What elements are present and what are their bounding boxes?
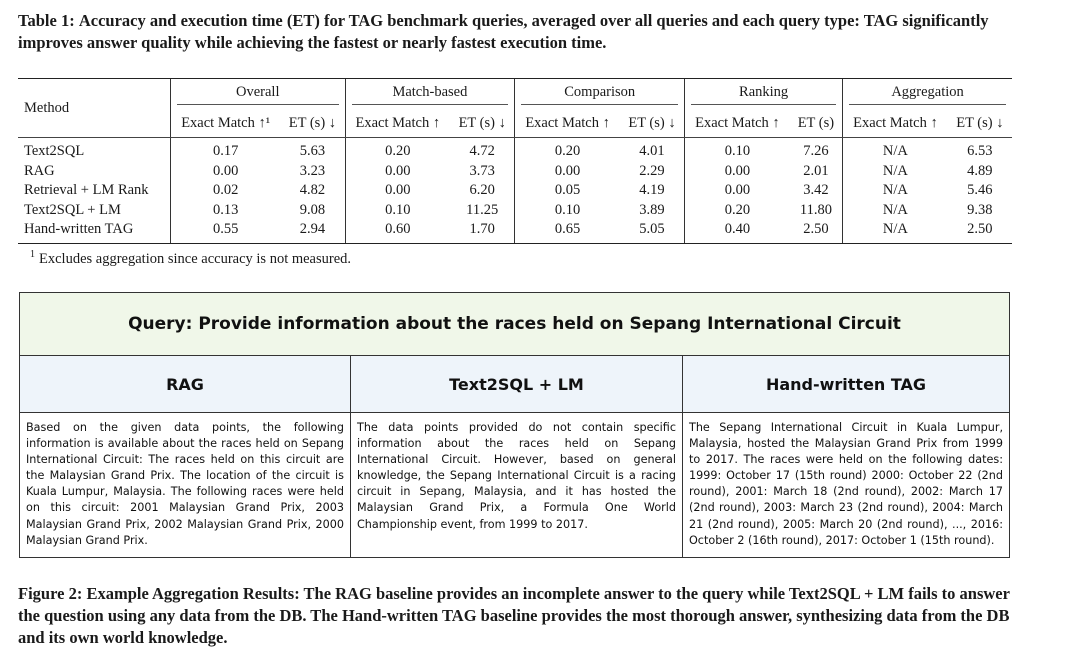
value-cell: 4.72 [469, 143, 495, 160]
column-header: ET (s) ↓ [450, 109, 515, 138]
value-cell: 2.94 [280, 220, 345, 243]
value-cell: 0.40 [685, 220, 790, 243]
value-cell: 5.63 [299, 143, 326, 160]
method-header: Method [18, 79, 171, 138]
column-header: Exact Match ↑ [685, 109, 790, 138]
value-cell: 0.65 [515, 220, 620, 243]
table-caption-label: Table 1: [18, 11, 75, 30]
figure-caption-label: Figure 2: [18, 584, 83, 603]
value-cell: 2.29 [639, 162, 665, 179]
value-cell: 3.42 [803, 182, 829, 199]
value-cell: 3.89 [639, 201, 665, 218]
footnote-text: Excludes aggregation since accuracy is not measured. [39, 251, 352, 267]
figure-caption [18, 583, 1018, 649]
column-header: Exact Match ↑¹ [171, 109, 281, 138]
table-row [18, 138, 1012, 162]
value-cell: 2.01 [803, 162, 829, 179]
value-cell: 9.08 [299, 201, 326, 218]
value-cell: 0.10 [515, 201, 620, 221]
figure-caption-text: Example Aggregation Results: The RAG baseline provides an incomplete answer to the query while Text2SQL + LM fails to answer the question using any data from the DB. The Hand-written TAG baseline provides the most thorough answer, synthesizing data from the DB and its own world knowledge. [18, 584, 1010, 647]
group-header: Match-based [345, 79, 515, 110]
value-cell: N/A [843, 220, 948, 243]
results-table [18, 78, 1012, 244]
value-cell: 0.00 [345, 162, 450, 182]
table-row [18, 201, 1012, 221]
group-header: Ranking [685, 79, 843, 110]
group-header: Overall [171, 79, 346, 110]
value-cell: N/A [843, 181, 948, 201]
footnote-mark: 1 [30, 249, 35, 260]
value-cell: 0.55 [171, 220, 281, 243]
value-cell: 0.10 [685, 138, 790, 162]
value-cell: 0.05 [515, 181, 620, 201]
value-cell: 11.80 [799, 201, 832, 218]
method-cell: Text2SQL + LM [24, 201, 121, 218]
method-cell: RAG [24, 162, 55, 179]
value-cell: 2.50 [790, 220, 843, 243]
table-footnote [30, 249, 351, 268]
table-row [18, 162, 1012, 182]
value-cell: 4.19 [639, 182, 665, 199]
value-cell: 9.38 [967, 201, 993, 218]
value-cell: 0.10 [345, 201, 450, 221]
value-cell: 3.73 [469, 162, 495, 179]
table-caption [18, 10, 1018, 54]
value-cell: 0.60 [345, 220, 450, 243]
value-cell: 4.89 [967, 162, 993, 179]
query-banner: Query: Provide information about the races held on Sepang International Circuit [20, 293, 1009, 356]
column-header: ET (s) [790, 109, 843, 138]
column-header: Exact Match ↑ [843, 109, 948, 138]
method-cell: Retrieval + LM Rank [24, 182, 149, 199]
value-cell: 0.20 [345, 138, 450, 162]
table-row [18, 220, 1012, 243]
column-header: ET (s) ↓ [620, 109, 685, 138]
column-header: ET (s) ↓ [280, 109, 345, 138]
column-answer: The Sepang International Circuit in Kuala Lumpur, Malaysia, hosted the Malaysian Grand Prix from 1999 to 2017. The races were held on the following dates: 1999: October 17 (15th round) 2000: October 22 (2nd round), 2001: March 18 (2nd round), 2002: March 17 (2nd round), 2003: March 23 (2nd round), 2004: March 21 (2nd round), 2005: March 20 (2nd round), ..., 2016: October 2 (16th round), 2017: October 1 (15th round). [689, 421, 1003, 547]
value-cell: 6.20 [469, 182, 495, 199]
value-cell: 0.17 [171, 138, 281, 162]
value-cell: N/A [843, 138, 948, 162]
method-cell: Text2SQL [24, 143, 85, 160]
value-cell: 6.53 [967, 143, 993, 160]
value-cell: 0.00 [685, 162, 790, 182]
example-figure [19, 292, 1010, 558]
value-cell: 0.00 [685, 181, 790, 201]
hand-written-tag-column [683, 356, 1009, 557]
group-header: Comparison [515, 79, 685, 110]
value-cell: 0.00 [515, 162, 620, 182]
column-header: Exact Match ↑ [345, 109, 450, 138]
value-cell: 0.13 [171, 201, 281, 221]
column-header: Exact Match ↑ [515, 109, 620, 138]
column-title: Hand-written TAG [683, 356, 1009, 413]
value-cell: 1.70 [450, 220, 515, 243]
value-cell: 0.00 [171, 162, 281, 182]
value-cell: 0.02 [171, 181, 281, 201]
group-header: Aggregation [843, 79, 1012, 110]
value-cell: 11.25 [466, 201, 499, 218]
value-cell: 4.01 [639, 143, 665, 160]
column-title: Text2SQL + LM [351, 356, 682, 413]
value-cell: 0.20 [515, 138, 620, 162]
value-cell: 0.00 [345, 181, 450, 201]
value-cell: N/A [843, 162, 948, 182]
value-cell: 7.26 [803, 143, 829, 160]
value-cell: 5.05 [620, 220, 685, 243]
text2sql-lm-column [351, 356, 683, 557]
table-row [18, 181, 1012, 201]
method-cell: Hand-written TAG [18, 220, 171, 243]
rag-column [20, 356, 351, 557]
column-header: ET (s) ↓ [948, 109, 1012, 138]
column-title: RAG [20, 356, 350, 413]
value-cell: 0.20 [685, 201, 790, 221]
value-cell: 2.50 [948, 220, 1012, 243]
value-cell: N/A [843, 201, 948, 221]
column-answer: Based on the given data points, the following information is available about the races held on Sepang International Circuit: The races held on this circuit are the Malaysian Grand Prix. The location of the circuit is Kuala Lumpur, Malaysia. The following races were held on this circuit: 2001 Malaysian Grand Prix, 2003 Malaysian Grand Prix, 2002 Malaysian Grand Prix, 2000 Malaysian Grand Prix. [26, 421, 344, 547]
value-cell: 5.46 [967, 182, 993, 199]
value-cell: 4.82 [299, 182, 326, 199]
column-answer: The data points provided do not contain specific information about the races held on Sepang International Circuit. However, based on general knowledge, the Sepang International Circuit is a racing circuit in Sepang, Malaysia, and it has hosted the Malaysian Grand Prix, a Formula One World Championship event, from 1999 to 2017. [357, 421, 676, 531]
table-caption-text: Accuracy and execution time (ET) for TAG benchmark queries, averaged over all queries and each query type: TAG significantly improves answer quality while achieving the fastest or nearly fastest execution time. [18, 11, 989, 52]
value-cell: 3.23 [299, 162, 326, 179]
